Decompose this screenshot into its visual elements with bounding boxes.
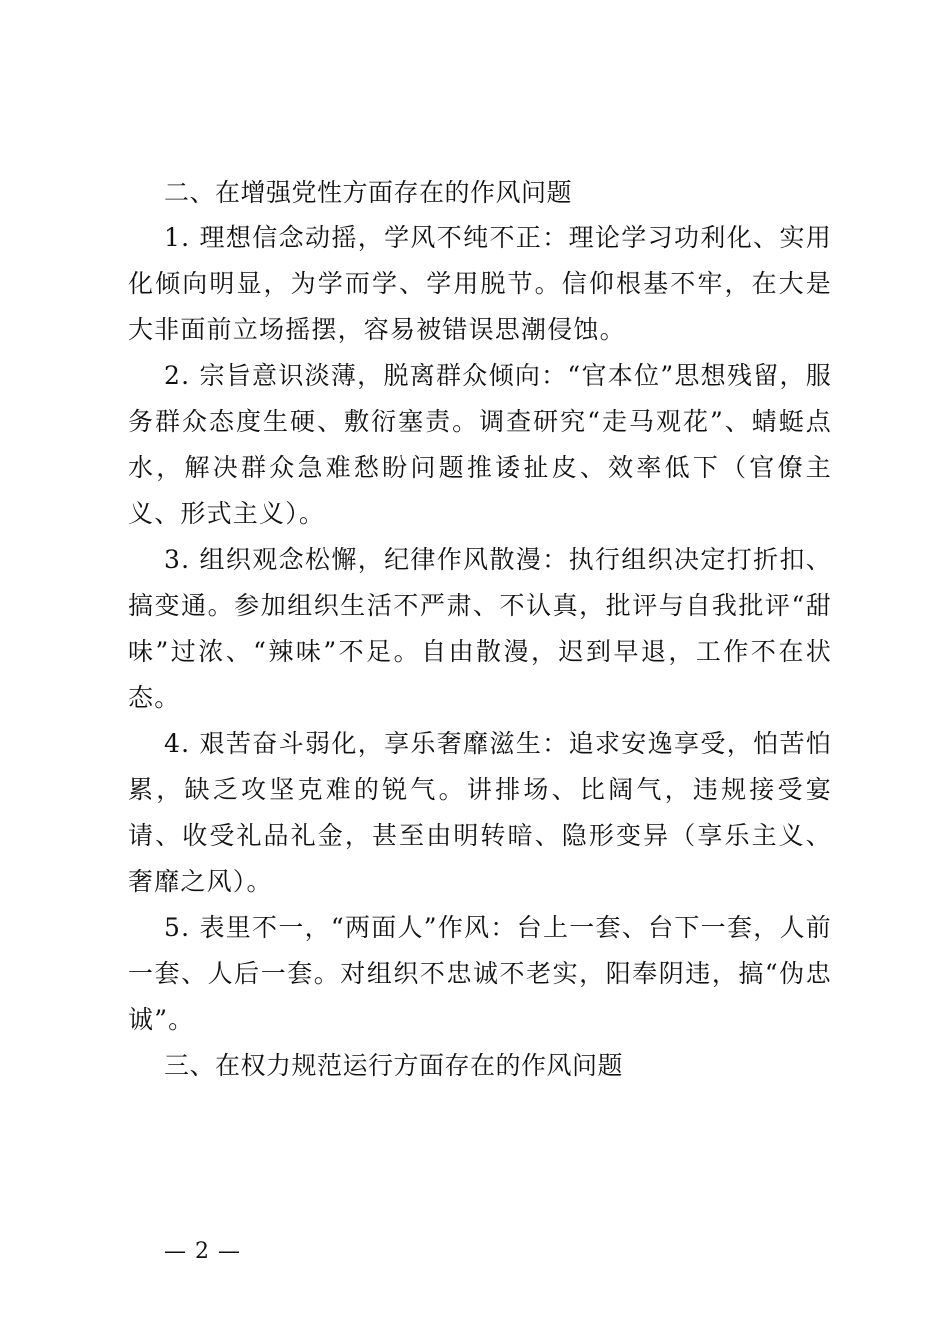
paragraph-item-1: 1. 理想信念动摇，学风不纯不正：理论学习功利化、实用化倾向明显，为学而学、学用脱节。信仰根基不牢，在大是大非面前立场摇摆，容易被错误思潮侵蚀。 — [128, 223, 832, 344]
page-number: — 2 — — [164, 1239, 241, 1264]
paragraph-item-4: 4. 艰苦奋斗弱化，享乐奢靡滋生：追求安逸享受，怕苦怕累，缺乏攻坚克难的锐气。讲排场、比阔气，违规接受宴请、收受礼品礼金，甚至由明转暗、隐形变异（享乐主义、奢靡之风）。 — [128, 729, 832, 896]
paragraph-item-3: 3. 组织观念松懈，纪律作风散漫：执行组织决定打折扣、搞变通。参加组织生活不严肃、不认真，批评与自我批评“甜味”过浓、“辣味”不足。自由散漫，迟到早退，工作不在状态。 — [128, 545, 832, 712]
section-heading-2: 二、在增强党性方面存在的作风问题 — [164, 178, 573, 207]
paragraph-item-5: 5. 表里不一，“两面人”作风：台上一套、台下一套，人前一套、人后一套。对组织不忠诚不老实，阳奉阴违，搞“伪忠诚”。 — [128, 913, 832, 1034]
document-body — [128, 170, 832, 1088]
paragraph-item-2: 2. 宗旨意识淡薄，脱离群众倾向：“官本位”思想残留，服务群众态度生硬、敷衍塞责。调查研究“走马观花”、蜻蜓点水，解决群众急难愁盼问题推诿扯皮、效率低下（官僚主义、形式主义）。 — [128, 361, 832, 528]
section-heading-3: 三、在权力规范运行方面存在的作风问题 — [164, 1051, 624, 1080]
